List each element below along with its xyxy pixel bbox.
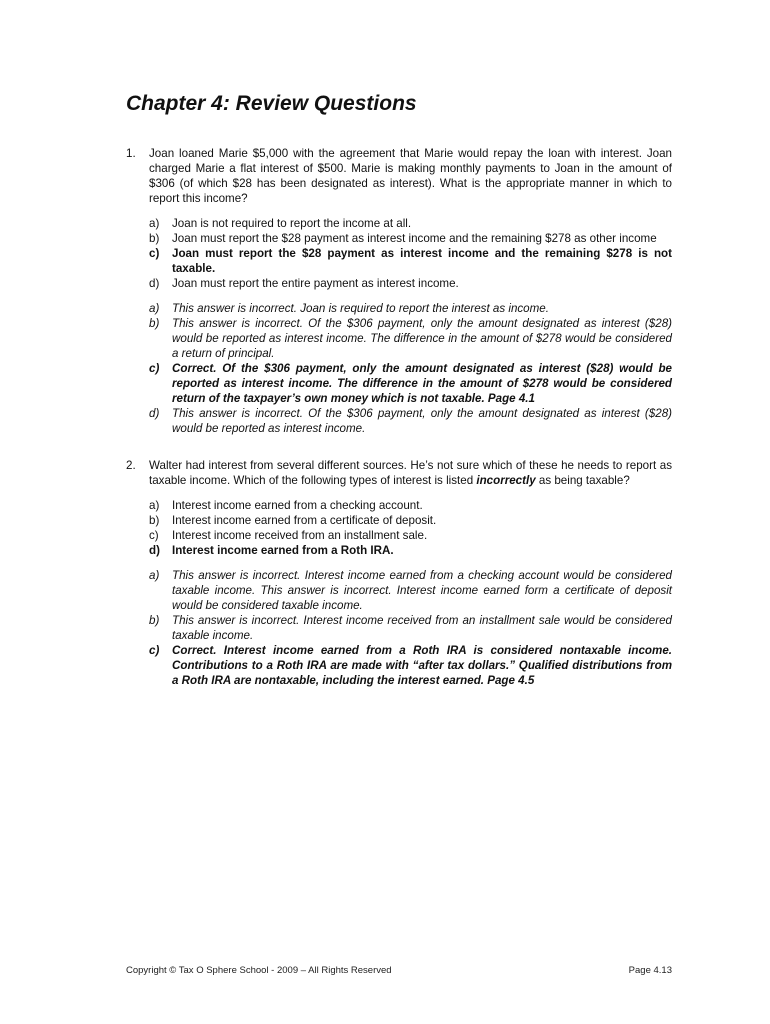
option-text: Interest income earned from a checking account. <box>172 499 423 512</box>
option-label: d) <box>149 544 160 557</box>
option-a <box>149 216 672 231</box>
option-label: d) <box>149 277 160 290</box>
copyright-notice: Copyright © Tax O Sphere School - 2009 – All Rights Reserved <box>126 965 392 976</box>
question-emphasis: incorrectly <box>476 474 536 487</box>
answer-d <box>149 406 672 436</box>
answer-text: Correct. Of the $306 payment, only the amount designated as interest ($28) would be reported as interest income. The difference in the amount of $278 would be considered return of the taxpayer’s own money which is not taxable. Page 4.1 <box>172 362 672 405</box>
option-text: Joan is not required to report the income at all. <box>172 217 412 230</box>
option-text: Joan must report the $28 payment as interest income and the remaining $278 as other income <box>172 232 657 245</box>
question-text: Joan loaned Marie $5,000 with the agreement that Marie would repay the loan with interest. Joan charged Marie a flat interest of $500. Marie is making monthly payments to Joan in the amount of $306 (of which $28 has been designated as interest). What is the appropriate manner in which to report this income? <box>149 147 672 205</box>
answer-label: a) <box>149 302 160 315</box>
option-a <box>149 498 672 513</box>
option-label: a) <box>149 499 160 512</box>
question-text-start: Walter had interest from several different sources. He’s not sure which of these he needs to report as taxable income. Which of the following types of interest is listed <box>149 459 672 487</box>
option-c-correct <box>149 246 672 276</box>
answer-label: c) <box>149 644 160 657</box>
question-2 <box>126 458 672 688</box>
answer-text: This answer is incorrect. Interest income earned from a checking account would be considered taxable income. This answer is incorrect. Interest income earned form a certificate of deposit would be considered taxable income. <box>172 569 672 612</box>
option-label: b) <box>149 232 160 245</box>
answer-label: b) <box>149 317 160 330</box>
question-number: 2. <box>126 459 136 472</box>
answer-explanations <box>149 301 672 436</box>
option-text: Interest income earned from a Roth IRA. <box>172 544 394 557</box>
answer-label: a) <box>149 569 160 582</box>
option-label: a) <box>149 217 160 230</box>
question-number: 1. <box>126 147 136 160</box>
option-d-correct <box>149 543 672 558</box>
answer-b <box>149 316 672 361</box>
answer-text: Correct. Interest income earned from a Roth IRA is considered nontaxable income. Contributions to a Roth IRA are made with “after tax dollars.” Qualified distributions from a Roth IRA are nontaxable, including the interest earned. Page 4.5 <box>172 644 672 687</box>
answer-text: This answer is incorrect. Of the $306 payment, only the amount designated as interest ($28) would be reported as interest income. The difference in the amount of $278 would be considered a return of principal. <box>172 317 672 360</box>
answer-explanations <box>149 568 672 688</box>
option-text: Joan must report the entire payment as interest income. <box>172 277 459 290</box>
answer-label: d) <box>149 407 160 420</box>
answer-text: This answer is incorrect. Joan is required to report the interest as income. <box>172 302 549 315</box>
answer-text: This answer is incorrect. Interest income received from an installment sale would be considered taxable income. <box>172 614 672 642</box>
option-text: Joan must report the $28 payment as interest income and the remaining $278 is not taxable. <box>172 247 672 275</box>
answer-c-correct <box>149 361 672 406</box>
option-list <box>149 498 672 558</box>
questions-body <box>126 146 672 688</box>
answer-text: This answer is incorrect. Of the $306 payment, only the amount designated as interest ($28) would be reported as interest income. <box>172 407 672 435</box>
option-label: c) <box>149 529 159 542</box>
question-text-end: as being taxable? <box>535 474 630 487</box>
option-text: Interest income earned from a certificate of deposit. <box>172 514 437 527</box>
page-number: Page 4.13 <box>628 965 672 976</box>
answer-a <box>149 568 672 613</box>
answer-c-correct <box>149 643 672 688</box>
answer-b <box>149 613 672 643</box>
option-list <box>149 216 672 291</box>
option-label: c) <box>149 247 160 260</box>
option-text: Interest income received from an installment sale. <box>172 529 428 542</box>
page-title: Chapter 4: Review Questions <box>126 92 417 115</box>
option-b <box>149 231 672 246</box>
option-label: b) <box>149 514 160 527</box>
question-text <box>149 458 672 488</box>
option-b <box>149 513 672 528</box>
question-spacer <box>126 436 672 458</box>
answer-label: c) <box>149 362 160 375</box>
answer-a <box>149 301 672 316</box>
answer-label: b) <box>149 614 160 627</box>
option-d <box>149 276 672 291</box>
option-c <box>149 528 672 543</box>
question-1 <box>126 146 672 436</box>
